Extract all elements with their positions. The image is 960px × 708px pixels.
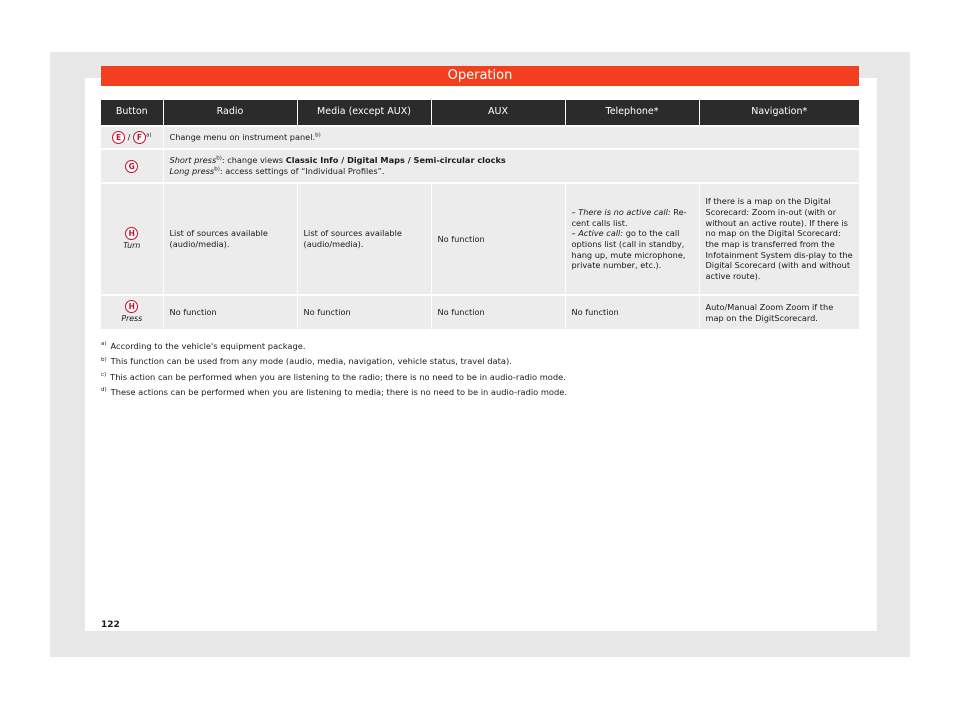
long-press-text: : access settings of “Individual Profiles”. — [219, 166, 385, 176]
media-cell: No function — [297, 295, 431, 329]
footnote-item — [101, 356, 861, 367]
col-header-aux: AUX — [431, 100, 565, 126]
footnote-text: These actions can be performed when you are listening to media; there is no need to be in audio-radio mode. — [110, 386, 568, 397]
col-header-button: Button — [101, 100, 163, 126]
footnote-item — [101, 341, 861, 352]
telephone-cell — [565, 183, 699, 295]
view-semicircular-clocks: Semi-circular clocks — [413, 155, 506, 166]
table-row — [101, 126, 859, 149]
key-h-icon: H — [125, 300, 138, 313]
footnote-mark: b) — [101, 356, 107, 363]
button-cell — [101, 126, 163, 149]
footnote-mark: d) — [101, 387, 107, 394]
table-row — [101, 295, 859, 329]
description-text: Change menu on instrument panel. — [169, 132, 316, 143]
action-label: Press — [121, 314, 143, 324]
aux-cell: No function — [431, 295, 565, 329]
no-call-label: – There is no active call: — [571, 207, 671, 218]
operation-table — [101, 100, 859, 329]
radio-cell: List of sources available (audio/media). — [163, 183, 297, 295]
key-g-icon: G — [125, 160, 138, 173]
view-classic-info: Classic Info — [285, 155, 339, 166]
col-header-telephone: Telephone* — [565, 100, 699, 126]
short-press-label: Short press — [169, 155, 217, 166]
radio-cell: No function — [163, 295, 297, 329]
footnote-item — [101, 372, 861, 383]
media-cell: List of sources available (audio/media). — [297, 183, 431, 295]
row-description — [163, 149, 859, 183]
key-separator: / — [125, 132, 133, 142]
active-call-text: go to the call options list (call in standby, hang up, mute microphone, private number, etc.). — [571, 228, 686, 271]
row-description — [163, 126, 859, 149]
footnote-ref: b) — [315, 132, 321, 139]
short-press-text: : change views — [221, 155, 286, 166]
footnote-mark: a) — [101, 341, 107, 348]
button-cell — [101, 183, 163, 295]
footnote-ref: b) — [214, 166, 220, 173]
view-separator: / — [338, 155, 348, 166]
col-header-navigation: Navigation* — [699, 100, 859, 126]
table-row — [101, 149, 859, 183]
button-cell — [101, 149, 163, 183]
telephone-cell: No function — [565, 295, 699, 329]
active-call-label: – Active call: — [571, 228, 624, 239]
footnote-ref: b) — [216, 155, 222, 162]
navigation-cell: Auto/Manual Zoom Zoom if the map on the DigitScorecard. — [699, 295, 859, 329]
footnote-mark: c) — [101, 371, 107, 378]
section-title: Operation — [101, 66, 859, 86]
col-header-radio: Radio — [163, 100, 297, 126]
table-header-row — [101, 100, 859, 126]
key-e-icon: E — [112, 131, 125, 144]
view-separator: / — [404, 155, 414, 166]
navigation-cell: If there is a map on the Digital Scorecard: Zoom in-out (with or without an active route). If there is no map on the Digital Scorecard: the map is transferred from the Infotainment System dis-play to the Digital Scorecard (with and without active route). — [699, 183, 859, 295]
view-digital-maps: Digital Maps — [347, 155, 405, 166]
footnote-ref: a) — [145, 132, 152, 139]
footnote-text: This action can be performed when you are listening to the radio; there is no need to be in audio-radio mode. — [110, 371, 566, 382]
no-call-text: Re-cent calls list. — [571, 207, 687, 228]
page-number: 122 — [101, 620, 120, 630]
footnote-text: According to the vehicle's equipment package. — [110, 341, 306, 351]
key-h-icon: H — [125, 227, 138, 240]
long-press-label: Long press — [169, 166, 215, 176]
footnotes — [101, 341, 861, 402]
col-header-media: Media (except AUX) — [297, 100, 431, 126]
aux-cell: No function — [431, 183, 565, 295]
table-row — [101, 183, 859, 295]
action-label: Turn — [123, 240, 141, 250]
key-f-icon: F — [133, 131, 146, 144]
button-cell — [101, 295, 163, 329]
footnote-item — [101, 387, 861, 398]
footnote-text: This function can be used from any mode (audio, media, navigation, vehicle status, travel data). — [110, 356, 512, 367]
